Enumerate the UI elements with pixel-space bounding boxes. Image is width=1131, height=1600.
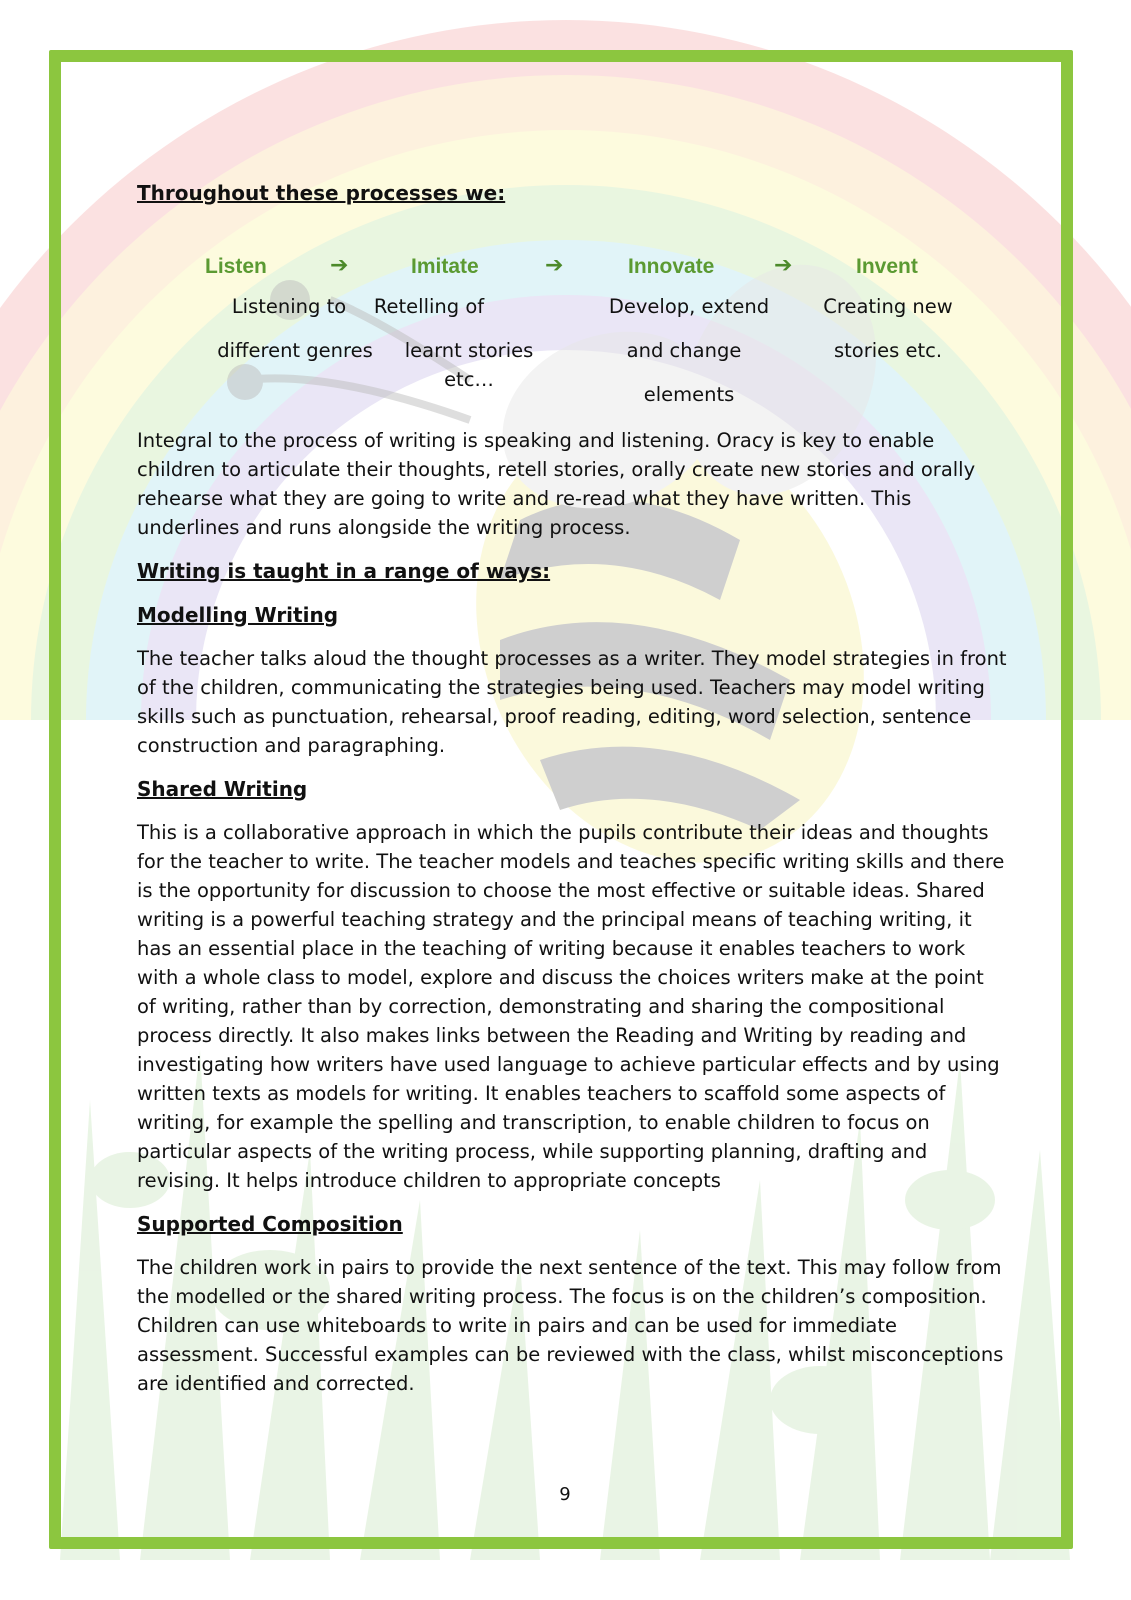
stage-desc-line: stories etc. (833, 339, 943, 362)
section-heading-supported: Supported Composition (137, 1212, 403, 1236)
process-flow (137, 208, 1007, 426)
stage-desc-line: and change (626, 339, 742, 362)
stage-desc-imitate (359, 292, 549, 394)
stage-desc-line: learnt stories etc… (404, 339, 534, 391)
stage-title-imitate: Imitate (411, 255, 479, 278)
stage-desc-invent (813, 292, 963, 365)
right-arrow-icon: ➔ (774, 253, 793, 278)
section-body-shared: This is a collaborative approach in which the pupils contribute their ideas and thoughts for the teacher to write. The teacher models and teaches specific writing skills and there is the opportunity for discussion to choose the most effective or suitable ideas. Shared writing is a powerful teaching strategy and the principal means of teaching writing, it has an essential place in the teaching of writing because it enables teachers to work with a whole class to model, explore and discuss the choices writers make at the point of writing, rather than by correction, demonstrating and sharing the compositional process directly. It also makes links between the Reading and Writing by reading and investigating how writers have used language to achieve particular effects and by using written texts as models for writing. It enables teachers to scaffold some aspects of writing, for example the spelling and transcription, to enable children to focus on particular aspects of the writing process, while supporting planning, drafting and revising. It helps introduce children to appropriate concepts (137, 821, 1005, 1192)
stage-desc-line: Creating new (823, 295, 953, 318)
stage-title-listen: Listen (205, 255, 267, 278)
stage-desc-line: elements (643, 383, 735, 406)
intro-paragraph: Integral to the process of writing is speaking and listening. Oracy is key to enable children to articulate their thoughts, retell stories, orally create new stories and orally rehearse what they are going to write and re-read what they have written. This underlines and runs alongside the writing process. (137, 429, 976, 539)
section-heading-modelling: Modelling Writing (137, 603, 339, 627)
stage-desc-line: different genres (217, 339, 373, 362)
stage-title-invent: Invent (856, 255, 918, 278)
stage-desc-line: Retelling of (373, 295, 485, 318)
section-body-modelling: The teacher talks aloud the thought processes as a writer. They model strategies in front of the children, communicating the strategies being used. Teachers may model writing skills such as punctuation, rehearsal, proof reading, editing, word selection, sentence construction and paragraphing. (137, 647, 1007, 757)
stage-desc-line: Develop, extend (608, 295, 770, 318)
section-body-supported: The children work in pairs to provide the next sentence of the text. This may follow from the modelled or the shared writing process. The focus is on the children’s composition. Children can use whiteboards to write in pairs and can be used for immediate assessment. Successful examples can be reviewed with the class, whilst misconceptions are identified and corrected. (137, 1256, 1004, 1395)
ways-heading: Writing is taught in a range of ways: (137, 559, 551, 583)
page-number: 9 (559, 1484, 571, 1505)
stage-title-innovate: Innovate (628, 255, 715, 278)
section-heading-shared: Shared Writing (137, 777, 308, 801)
right-arrow-icon: ➔ (330, 253, 349, 278)
page-content (137, 178, 1007, 1398)
right-arrow-icon: ➔ (545, 253, 564, 278)
process-heading: Throughout these processes we: (137, 181, 506, 205)
stage-desc-line: Listening to (231, 295, 347, 318)
stage-desc-innovate (604, 292, 774, 409)
